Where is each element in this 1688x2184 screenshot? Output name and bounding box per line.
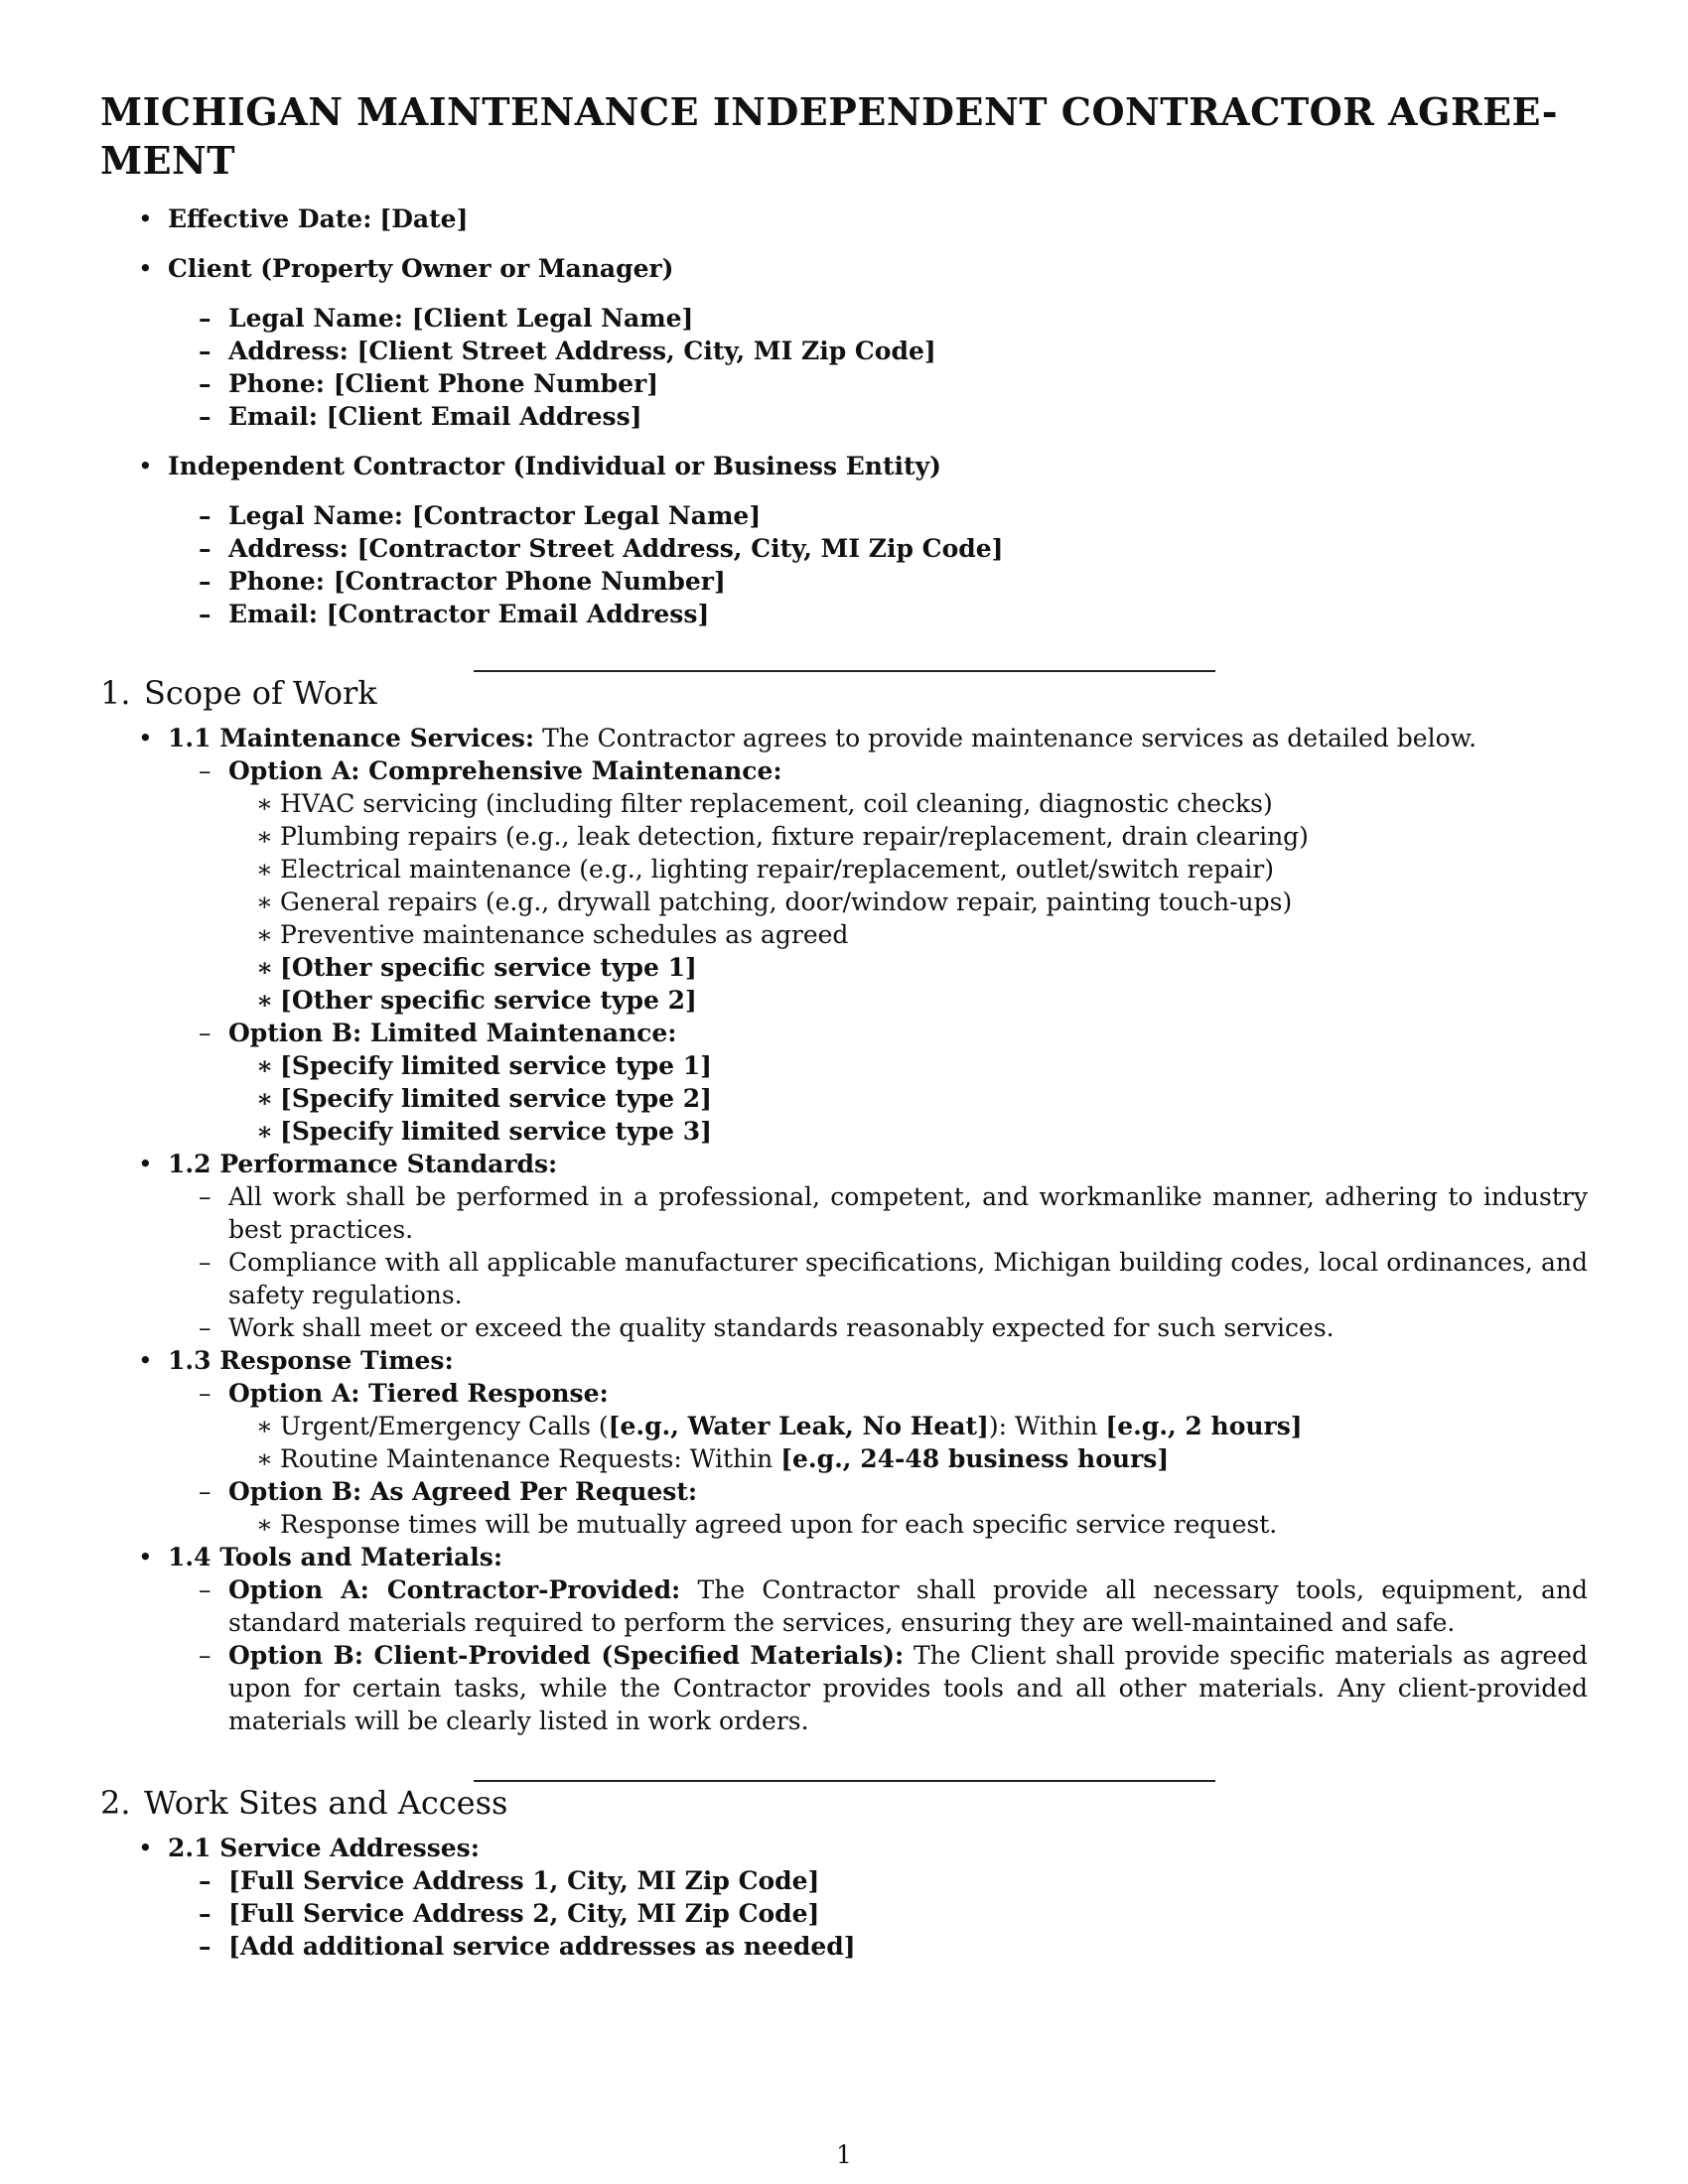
effective-date-value: [Date] [379,205,469,233]
service-item: ∗ HVAC servicing (including filter replacement, coil cleaning, diagnostic checks) [228,787,1588,820]
standard-item: – All work shall be performed in a professional, competent, and workmanlike manner, adhering to industry best practices. [168,1180,1588,1246]
option-list [168,754,1588,1148]
text: Urgent/Emergency Calls ( [280,1412,609,1440]
client-fields [168,302,1588,433]
section-title: Scope of Work [144,674,377,712]
client-field [168,367,1588,400]
service-placeholder: ∗ [Other specific service type 2] [228,984,1588,1017]
scope-list [100,722,1588,1737]
field-value: [Contractor Legal Name] [411,501,762,530]
text: Routine Maintenance Requests: Within [280,1444,781,1473]
placeholder: [e.g., 24-48 business hours] [780,1444,1170,1473]
section-title: Work Sites and Access [144,1784,508,1822]
client-block [100,252,1588,433]
option-text: The Contractor shall provide all necessary tools, equipment, and standard materials required to perform the services, ensuring they are well-maintained and safe. [228,1575,1588,1637]
clause-1-3 [100,1344,1588,1541]
document-title: MICHIGAN MAINTENANCE INDEPENDENT CONTRACTOR AGREE-MENT [100,89,1558,183]
parties-list [100,203,1588,630]
response-list [228,1410,1588,1475]
work-sites-list [100,1832,1588,1963]
field-label: Legal Name: [228,501,404,530]
service-item: ∗ Preventive maintenance schedules as agreed [228,918,1588,951]
client-field [168,335,1588,367]
option-label: Option B: As Agreed Per Request: [228,1477,698,1506]
effective-date-label: Effective Date: [168,205,372,233]
placeholder: [e.g., Water Leak, No Heat] [608,1412,989,1440]
page-number: 1 [836,2140,852,2169]
field-label: Address: [228,534,349,563]
option-b-client-provided [168,1639,1588,1737]
field-value: [Contractor Phone Number] [333,567,726,596]
service-address: – [Full Service Address 2, City, MI Zip Code] [168,1897,1588,1930]
response-urgent [228,1410,1588,1442]
client-heading: Client (Property Owner or Manager) [168,254,674,283]
clause-text: The Contractor agrees to provide maintenance services as detailed below. [534,724,1477,752]
service-placeholder: ∗ [Specify limited service type 2] [228,1082,1588,1115]
service-item: ∗ General repairs (e.g., drywall patching, door/window repair, painting touch-ups) [228,886,1588,918]
option-list [168,1377,1588,1541]
clause-label: 1.2 Performance Standards: [168,1150,558,1178]
clause-label: 1.3 Response Times: [168,1346,454,1375]
service-item: ∗ Electrical maintenance (e.g., lighting repair/replacement, outlet/switch repair) [228,853,1588,886]
section-heading-work-sites [100,1782,1588,1824]
option-a-tiered [168,1377,1588,1475]
clause-1-4 [100,1541,1588,1737]
clause-label: 1.4 Tools and Materials: [168,1543,503,1571]
service-placeholder: ∗ [Specify limited service type 1] [228,1049,1588,1082]
clause-1-2 [100,1148,1588,1344]
option-label: Option B: Limited Maintenance: [228,1019,677,1047]
field-value: [Client Phone Number] [333,369,659,398]
field-label: Legal Name: [228,304,404,333]
contractor-field [168,499,1588,532]
response-item: ∗ Response times will be mutually agreed upon for each specific service request. [228,1508,1588,1541]
text: ): Within [988,1412,1106,1440]
option-b-limited [168,1017,1588,1148]
field-label: Email: [228,600,318,628]
field-value: [Client Email Address] [326,402,642,431]
clause-label: 1.1 Maintenance Services: [168,724,535,752]
service-placeholder: ∗ [Specify limited service type 3] [228,1115,1588,1148]
field-label: Address: [228,337,349,365]
option-label: Option A: Tiered Response: [228,1379,609,1408]
standards-list [168,1180,1588,1344]
field-value: [Client Street Address, City, MI Zip Code] [356,337,936,365]
response-routine [228,1442,1588,1475]
clause-2-1 [100,1832,1588,1963]
service-placeholder: ∗ [Other specific service type 1] [228,951,1588,984]
field-label: Email: [228,402,318,431]
client-field [168,400,1588,433]
option-list [168,1573,1588,1737]
option-label: Option B: Client-Provided (Specified Materials): [228,1641,905,1670]
field-value: [Contractor Email Address] [326,600,710,628]
service-address: – [Add additional service addresses as needed] [168,1930,1588,1963]
contractor-block [100,450,1588,630]
client-field [168,302,1588,335]
section-number: 1. [100,674,131,712]
option-label: Option A: Contractor-Provided: [228,1575,681,1604]
standard-item: – Work shall meet or exceed the quality standards reasonably expected for such services. [168,1311,1588,1344]
field-label: Phone: [228,567,325,596]
clause-1-1 [100,722,1588,1148]
option-text: The Client shall provide specific materials as agreed upon for certain tasks, while the Contractor provides tools and all other materials. Any client-provided materials will be clearly listed in work orders. [228,1641,1588,1735]
placeholder: [e.g., 2 hours] [1105,1412,1303,1440]
address-list [168,1864,1588,1963]
service-item: ∗ Plumbing repairs (e.g., leak detection, fixture repair/replacement, drain clearing) [228,820,1588,853]
field-label: Phone: [228,369,325,398]
option-label: Option A: Comprehensive Maintenance: [228,756,782,785]
field-value: [Client Legal Name] [411,304,694,333]
option-a-comprehensive [168,754,1588,1017]
section-number: 2. [100,1784,131,1822]
option-b-as-agreed [168,1475,1588,1541]
contractor-field [168,565,1588,598]
service-address: – [Full Service Address 1, City, MI Zip Code] [168,1864,1588,1897]
standard-item: – Compliance with all applicable manufacturer specifications, Michigan building codes, local ordinances, and safety regulations. [168,1246,1588,1311]
section-heading-scope [100,672,1588,714]
field-value: [Contractor Street Address, City, MI Zip Code] [356,534,1004,563]
option-a-contractor-provided [168,1573,1588,1639]
clause-label: 2.1 Service Addresses: [168,1834,480,1862]
effective-date-item [100,203,1588,235]
service-list [228,787,1588,1017]
response-list [228,1508,1588,1541]
contractor-field [168,598,1588,630]
contractor-field [168,532,1588,565]
contractor-heading: Independent Contractor (Individual or Business Entity) [168,452,941,480]
contractor-fields [168,499,1588,630]
document-body [100,87,1588,1963]
service-list [228,1049,1588,1148]
